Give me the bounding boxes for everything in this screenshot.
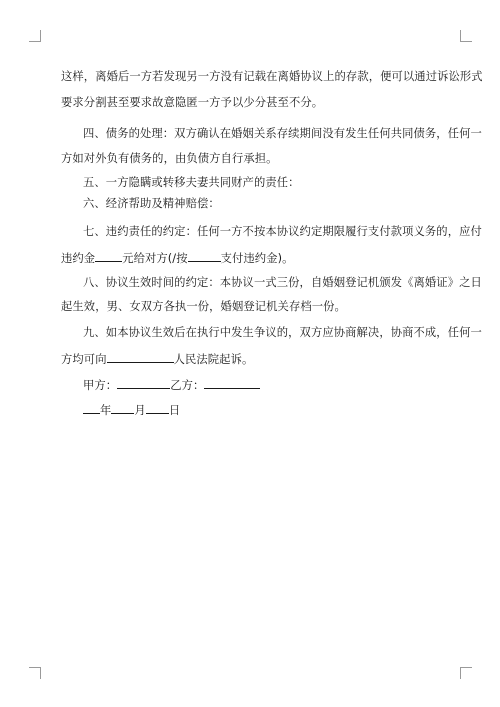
clause-8-line-2: 起生效，男、女双方各执一份，婚姻登记机关存档一份。: [61, 300, 346, 313]
court-name-blank[interactable]: [107, 351, 174, 363]
day-label: 日: [168, 404, 181, 417]
party-a-label: 甲方：: [83, 379, 118, 392]
penalty-method-blank[interactable]: [188, 250, 221, 262]
month-blank[interactable]: [111, 402, 134, 414]
penalty-amount-blank[interactable]: [95, 250, 122, 262]
clause-9-text-b: 人民法院起诉。: [173, 353, 254, 366]
clause-9-line-1: 九、如本协议生效后在执行中发生争议的，双方应协商解决，协商不成，任何一: [83, 326, 482, 339]
paragraph-continued-line-2: 要求分割甚至要求故意隐匿一方予以少分甚至不分。: [61, 96, 324, 109]
clause-8-line-1: 八、协议生效时间的约定：本协议一式三份，自婚姻登记机颁发《离婚证》之日: [83, 276, 482, 289]
clause-4-line-1: 四、债务的处理：双方确认在婚姻关系存续期间没有发生任何共同债务，任何一: [83, 127, 482, 140]
crop-mark-top-left: [29, 30, 41, 42]
party-b-label: 乙方：: [170, 379, 205, 392]
crop-mark-top-right: [460, 30, 472, 42]
signature-line: [83, 377, 260, 393]
clause-7-line-2: [61, 250, 294, 266]
paragraph-continued-line-1: 这样，离婚后一方若发现另一方没有记载在离婚协议上的存款，便可以通过诉讼形式: [61, 70, 483, 83]
clause-9-text-a: 方均可向: [61, 353, 107, 366]
clause-7-text-a: 违约金: [61, 252, 96, 265]
month-label: 月: [134, 404, 146, 417]
day-blank[interactable]: [146, 402, 169, 414]
clause-9-line-2: [61, 351, 253, 367]
clause-7-text-b: 元给对方(/按: [122, 252, 188, 265]
clause-7-text-c: 支付违约金)。: [220, 252, 294, 265]
date-line: [83, 402, 180, 418]
party-a-signature-blank[interactable]: [117, 377, 170, 389]
crop-mark-bottom-left: [29, 667, 41, 679]
year-label: 年: [100, 404, 112, 417]
year-blank[interactable]: [83, 402, 100, 414]
clause-4-line-2: 方如对外负有债务的，由负债方自行承担。: [61, 152, 278, 165]
clause-7-line-1: 七、违约责任的约定：任何一方不按本协议约定期限履行支付款项义务的，应付: [83, 225, 482, 238]
clause-6: 六、经济帮助及精神赔偿：: [83, 197, 220, 210]
party-b-signature-blank[interactable]: [204, 377, 260, 389]
clause-5: 五、一方隐瞒或转移夫妻共同财产的责任：: [83, 176, 300, 189]
crop-mark-bottom-right: [460, 667, 472, 679]
